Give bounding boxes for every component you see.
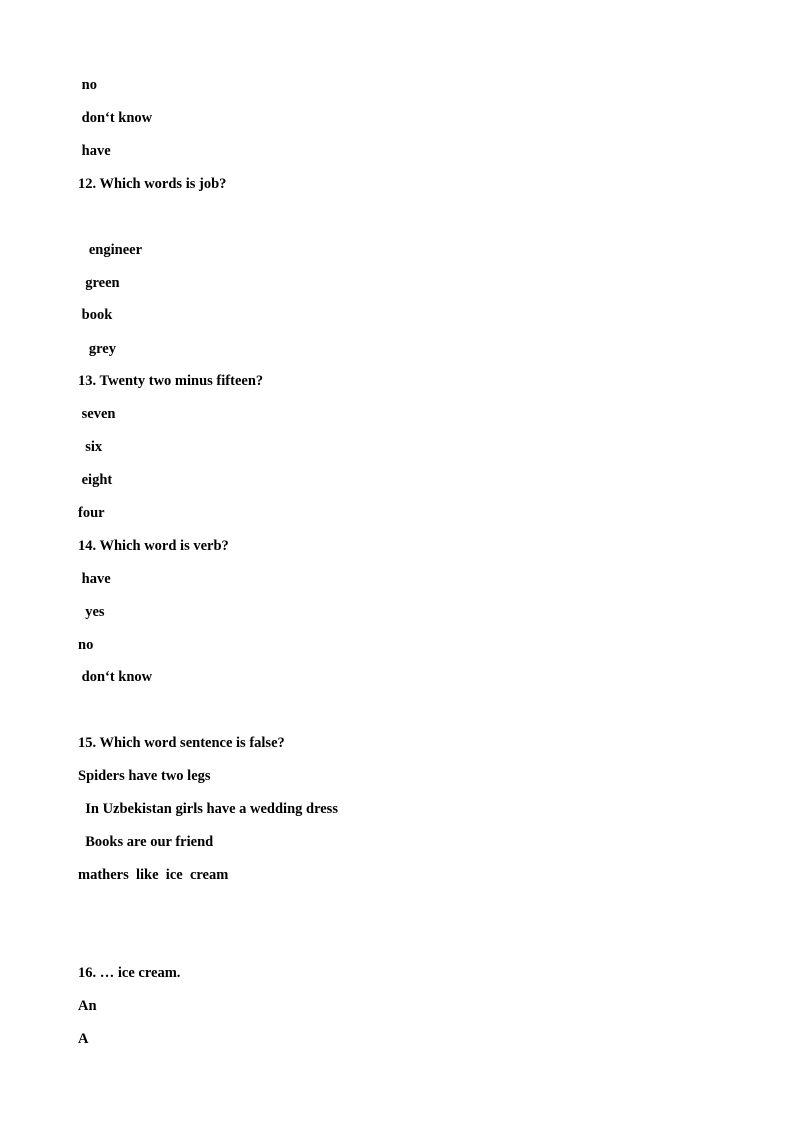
question-12: 12. Which words is job?: [78, 176, 227, 192]
option-yes: yes: [78, 604, 105, 620]
question-15: 15. Which word sentence is false?: [78, 735, 285, 751]
option-dont-know: don‘t know: [78, 110, 153, 126]
question-16: 16. … ice cream.: [78, 965, 181, 981]
option-green: green: [78, 275, 120, 291]
option-mathers: mathers like ice cream: [78, 867, 229, 883]
option-dont-know-2: don‘t know: [78, 669, 153, 685]
option-grey: grey: [78, 341, 116, 357]
option-book: book: [78, 307, 113, 323]
option-seven: seven: [78, 406, 116, 422]
option-a: A: [78, 1031, 89, 1047]
option-uzbekistan: In Uzbekistan girls have a wedding dress: [78, 801, 338, 817]
option-six: six: [78, 439, 103, 455]
option-an: An: [78, 998, 97, 1014]
option-books: Books are our friend: [78, 834, 214, 850]
option-spiders: Spiders have two legs: [78, 768, 211, 784]
option-eight: eight: [78, 472, 113, 488]
option-four: four: [78, 505, 105, 521]
question-14: 14. Which word is verb?: [78, 538, 229, 554]
option-have-2: have: [78, 571, 111, 587]
option-no: no: [78, 77, 97, 93]
option-engineer: engineer: [78, 242, 143, 258]
option-have: have: [78, 143, 111, 159]
option-no-2: no: [78, 637, 94, 653]
question-13: 13. Twenty two minus fifteen?: [78, 373, 264, 389]
